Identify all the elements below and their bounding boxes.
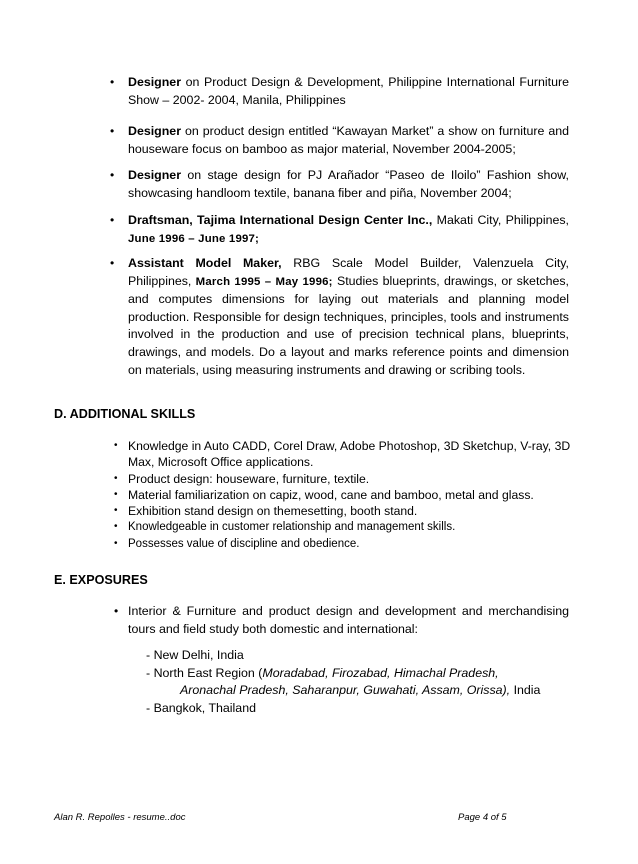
list-item: • Possesses value of discipline and obedience. xyxy=(114,536,574,552)
bullet-icon: • xyxy=(114,521,118,533)
bullet-icon: • xyxy=(114,505,118,517)
place-delhi: - New Delhi, India xyxy=(146,648,244,662)
bullet-icon: • xyxy=(110,124,115,138)
section-e-heading: E. EXPOSURES xyxy=(54,573,148,587)
experience-item-3 xyxy=(110,167,569,202)
list-item: • Product design: houseware, furniture, textile. xyxy=(114,471,370,486)
bullet-icon: • xyxy=(114,604,119,618)
place-north-east-cont: Aronachal Pradesh, Saharanpur, Guwahati, Assam, Orissa), India xyxy=(180,683,541,698)
bullet-icon: • xyxy=(110,213,115,227)
place-bangkok: - Bangkok, Thailand xyxy=(146,700,256,715)
exposure-places xyxy=(146,647,540,717)
bullet-icon: • xyxy=(114,488,118,500)
experience-date: March 1995 – May 1996; xyxy=(195,275,333,288)
section-d-heading: D. ADDITIONAL SKILLS xyxy=(54,407,196,421)
footer-filename: Alan R. Repolles - resume..doc xyxy=(54,812,186,823)
bullet-icon: • xyxy=(114,472,118,484)
experience-date: June 1996 – June 1997; xyxy=(128,232,260,245)
bullet-icon: • xyxy=(110,168,115,182)
experience-role: Designer xyxy=(128,124,182,138)
bullet-icon: • xyxy=(114,537,118,549)
experience-description: Studies blueprints, drawings, or sketches, and computes dimensions for laying out materials and planning model production. Responsible for design techniques, principles, tools and instruments involved in the production and use of precision technical plans, blueprints, drawings, and models. Do a layout and marks reference points and dimension on materials, using measuring instruments and drawing or scribing tools. xyxy=(128,273,570,377)
footer-page-number: Page 4 of 5 xyxy=(458,812,507,823)
bullet-icon: • xyxy=(110,75,115,89)
exposure-intro: • Interior & Furniture and product design and development and merchandising tours and field study both domestic and international: xyxy=(114,604,569,636)
bullet-icon: • xyxy=(110,256,115,270)
bullet-icon: • xyxy=(114,440,118,451)
list-item: • Knowledge in Auto CADD, Corel Draw, Adobe Photoshop, 3D Sketchup, V-ray, 3D Max, Microsoft Office applications. xyxy=(114,439,571,470)
experience-text: RBG Scale Model Builder, Valenzuela City, Philippines, xyxy=(128,256,569,288)
experience-role: Assistant Model Maker, xyxy=(128,256,282,270)
experience-item-5 xyxy=(110,255,569,379)
experience-role: Designer xyxy=(128,168,182,182)
experience-text: Makati City, Philippines, xyxy=(432,213,569,227)
skills-list xyxy=(114,438,574,552)
experience-text: on Product Design & Development, Philippine International Furniture Show – 2002- 2004, Manila, Philippines xyxy=(128,75,569,107)
experience-text: on product design entitled “Kawayan Market” a show on furniture and houseware focus on bamboo as major material, November 2004-2005; xyxy=(128,124,569,156)
experience-item-1 xyxy=(110,74,569,109)
place-north-east: - North East Region (Moradabad, Firozabad, Himachal Pradesh, xyxy=(146,665,499,680)
experience-role: Designer xyxy=(128,75,182,89)
list-item: • Exhibition stand design on themesetting, booth stand. xyxy=(114,504,418,519)
experience-text: on stage design for PJ Arañador “Paseo de Iloilo” Fashion show, showcasing handloom textile, banana fiber and piña, November 2004; xyxy=(128,168,569,200)
experience-item-2 xyxy=(110,123,569,158)
list-item: • Material familiarization on capiz, wood, cane and bamboo, metal and glass. xyxy=(114,487,534,502)
experience-item-4 xyxy=(110,212,569,248)
experience-role: Draftsman, Tajima International Design Center Inc., xyxy=(128,213,433,227)
list-item: • Knowledgeable in customer relationship and management skills. xyxy=(114,519,574,535)
